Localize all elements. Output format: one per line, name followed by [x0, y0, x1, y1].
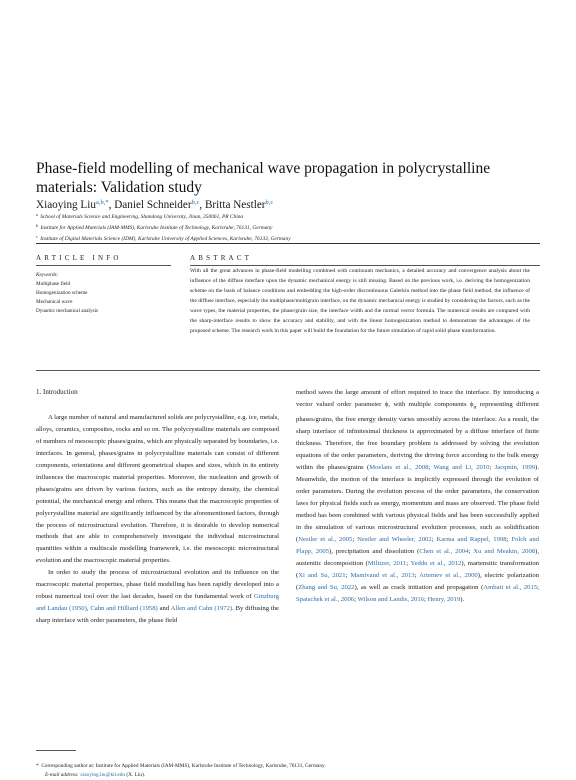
- email-label: E-mail address:: [45, 772, 79, 778]
- article-info-underline: [36, 265, 171, 266]
- abstract-text: With all the great advances in phase-field modelling combined with continuum mechanics, a detailed accuracy and convergence analysis about the influence of the diffuse interface upon the dynamic mechanical energy is still missing. Based on the previous work, i.e. deriving the homogenization scheme on the basis of balance conditions and embedding the high-order discontinuous Galerkin method into the phase field method, the influence of the diffuse interface, especially the multiphase/multigrain interface, on the dynamic mechanical energy is studied by considering the factors, such as the wave types, the material properties, the phase/grain size, the interface width and the normal vector formula. The numerical results are compared with the sharp-interface results to show the accuracy and stability, and with the linear homogenization method to demonstrate the advantages of the proposed scheme. The research work in this paper will build the foundation for the future simulation of rapid solid phase transformation.: [190, 268, 530, 334]
- affiliation-text: School of Materials Science and Engineering, Shandong University, Jinan, 250061, PR China: [40, 214, 244, 220]
- email-link[interactable]: xiaoying.liu@kit.edu: [80, 772, 126, 778]
- citation-link[interactable]: Wang and Li, 2010: [433, 464, 490, 472]
- author-name[interactable]: Britta Nestler: [204, 199, 266, 211]
- citation-link[interactable]: Ginzburg and Landau (1950): [36, 593, 279, 613]
- paragraph-text: ), austenitic decomposition (: [296, 547, 540, 567]
- paragraph-text: ;: [506, 535, 512, 543]
- footnote-mark: *: [36, 763, 39, 769]
- citation-link[interactable]: Jacqmin, 1999: [494, 464, 536, 472]
- citation-link[interactable]: Artemev et al., 2000: [419, 571, 478, 579]
- subscript: α: [473, 404, 477, 411]
- keywords-label: Keywords:: [36, 272, 59, 278]
- affiliation-mark: b: [36, 222, 39, 228]
- footnote-divider: [36, 750, 76, 751]
- paragraph-text: ). Meanwhile, the motion of the interface is implicitly expressed through the evolution of order parameters. During the evolution process of the order parameters, the conservation laws for physical fields such as energy, momentum and mass are observed. The phase field method has been combined with various physical fields and has been successfully applied in the simulation of various microstructural evolution processes, such as solidification (: [296, 464, 539, 543]
- author-affiliation-marks[interactable]: b,c: [265, 199, 274, 206]
- affiliation-mark: a: [36, 212, 38, 217]
- corresponding-author-note: [36, 762, 536, 771]
- citation-link[interactable]: Folch and Plapp, 2005: [296, 535, 539, 555]
- paragraph-text: ;: [352, 535, 358, 543]
- paragraph-text: ;: [406, 559, 411, 567]
- author-separator: ,: [199, 199, 205, 211]
- paragraph-text: and: [157, 605, 171, 613]
- header-divider: [36, 243, 540, 244]
- paragraph-text: ;: [428, 464, 434, 472]
- paragraph-text: ;: [345, 571, 351, 579]
- keyword: Mechanical wave: [36, 299, 73, 305]
- affiliation-mark: c: [36, 233, 38, 239]
- abstract-heading: ABSTRACT: [190, 254, 253, 262]
- paragraph-text: ), precipitation and dissolution (: [329, 547, 420, 555]
- author-separator: ,: [108, 199, 115, 211]
- body-paragraph: [36, 567, 279, 627]
- email-suffix: (X. Liu).: [126, 772, 146, 778]
- keyword: Homogenization scheme: [36, 290, 88, 296]
- email-line: [36, 771, 536, 780]
- keyword: Dynamic mechanical analysis: [36, 308, 98, 314]
- paragraph-text: ), martensitic transformation (: [296, 559, 539, 579]
- citation-link[interactable]: Karma and Rappel, 1998: [436, 535, 507, 543]
- paragraph-text: ;: [354, 595, 358, 603]
- paragraph-text: ,: [86, 605, 91, 613]
- paragraph-text: ;: [431, 535, 437, 543]
- body-column-left: [36, 387, 279, 627]
- paragraph-text: ;: [468, 547, 474, 555]
- citation-link[interactable]: Nestler et al., 2005: [298, 535, 353, 543]
- paragraph-text: method saves the large amount of effort required to trace the interface. By introducing a vector valued order parameter ϕ, with multiple components ϕ: [296, 389, 539, 408]
- author-affiliation-marks[interactable]: a,b,*: [95, 199, 109, 206]
- footnote: [36, 762, 536, 780]
- paragraph-text: ;: [423, 595, 428, 603]
- keyword: Multiphase field: [36, 281, 71, 287]
- paragraph-text: . By diffusing the sharp interface with order parameters, the phase field: [36, 605, 279, 625]
- body-paragraph: [296, 387, 539, 605]
- paragraph-text: ;: [537, 583, 539, 591]
- citation-link[interactable]: Cahn and Hilliard (1958): [90, 605, 158, 613]
- citation-link[interactable]: Allen and Cahn (1972): [170, 605, 233, 613]
- citation-link[interactable]: Ambati et al., 2015: [483, 583, 538, 591]
- paragraph-text: representing different phases/grains, the free energy density varies smoothly across the interface. As a result, the sharp interface of infinitesimal thickness is approximated by a diffuse interface of finite thickness. Therefore, the free boundary problem is addressed by solving the evolution equations of the order parameters, deriving the driving force according to the bulk energy within the phases/grains (: [296, 400, 539, 472]
- affiliation-text: Institute for Applied Materials (IAM-MMS), Karlsruhe Institute of Technology, Karlsruhe, 76131, Germany: [40, 224, 273, 231]
- paragraph-text: ;: [414, 571, 420, 579]
- paragraph-text: ), electric polarization (: [296, 571, 539, 591]
- citation-link[interactable]: Chen et al., 2004: [419, 547, 469, 555]
- article-info-heading: ARTICLE INFO: [36, 254, 122, 262]
- section-title: 1. Introduction: [36, 388, 78, 396]
- citation-link[interactable]: Xi and Su, 2021: [298, 571, 346, 579]
- paragraph-text: ).: [460, 595, 465, 603]
- affiliation: [36, 222, 546, 233]
- citation-link[interactable]: Yeddu et al., 2012: [410, 559, 462, 567]
- abstract-underline: [190, 265, 540, 266]
- paragraph-text: ), as well as crack initiation and propagation (: [354, 583, 484, 591]
- citation-link[interactable]: Nestler and Wheeler, 2002: [357, 535, 432, 543]
- citation-link[interactable]: Xu and Meakin, 2008: [473, 547, 536, 555]
- affiliation: [36, 211, 546, 222]
- footnote-text: Corresponding author at: Institute for Applied Materials (IAM-MMS), Karlsruhe Institute of Technology, Karlsruhe, 76131, Germany.: [41, 763, 326, 769]
- citation-link[interactable]: Henry, 2019: [427, 595, 461, 603]
- body-divider: [36, 370, 540, 371]
- affiliation: [36, 233, 546, 244]
- paper-title: [36, 159, 536, 197]
- paragraph-text: In order to study the process of microstructural evolution and its influence on the macroscopic material properties, phase field modelling has been rapidly developed into a robust numerical tool over the last decades, based on the fundamental work of: [36, 569, 279, 601]
- body-column-right: [296, 387, 539, 605]
- citation-link[interactable]: Wilson and Landis, 2016: [357, 595, 424, 603]
- keyword-list: [36, 280, 98, 316]
- citation-link[interactable]: Mamivand et al., 2013: [350, 571, 415, 579]
- author-affiliation-marks[interactable]: b,c: [191, 199, 200, 206]
- affiliation-text: Institute of Digital Materials Science (IDM), Karlsruhe University of Applied Sciences, Karlsruhe, 76133, Germany: [40, 235, 291, 242]
- paper-title-line-1: Phase-field modelling of mechanical wave propagation in polycrystalline: [36, 160, 491, 177]
- citation-link[interactable]: Militzer, 2011: [367, 559, 407, 567]
- author-list: [36, 196, 273, 212]
- citation-link[interactable]: Zhang and Su, 2022: [298, 583, 355, 591]
- body-paragraph: A large number of natural and manufactured solids are polycrystalline, e.g. ice, metals, alloys, ceramics, composites, rocks and so on. The polycrystalline materials are composed of numbers of mesoscopic phases/grains, which are physically separated by boundaries, i.e. interfaces. In general, phases/grains in polycrystalline materials can consist of different components, orientations and different geometrical shapes and sizes, which in its entirety influences the macroscopic material properties. Moreover, the nucleation and growth of phases/grains are driven by various factors, such as the entropy density, the chemical potential, the mechanical energy and others. This means that the macroscopic properties of polycrystalline material are significantly influenced by the aforementioned factors, through the process of microstructural evolution. Therefore, it is desirable to develop numerical methods that are able to comprehensively investigate the individual microstructural quantities within a multiscale modelling framework, i.e. the mesoscopic microstructural evolution and the macroscopic material properties.: [36, 413, 279, 565]
- paragraph-text: ;: [489, 464, 495, 472]
- paper-title-line-2: materials: Validation study: [36, 179, 202, 196]
- citation-link[interactable]: Moelans et al., 2008: [369, 464, 429, 472]
- author-name[interactable]: Daniel Schneider: [114, 199, 192, 211]
- affiliation-list: [36, 211, 546, 243]
- citation-link[interactable]: Spatschek et al., 2006: [296, 595, 355, 603]
- author-name[interactable]: Xiaoying Liu: [36, 199, 96, 211]
